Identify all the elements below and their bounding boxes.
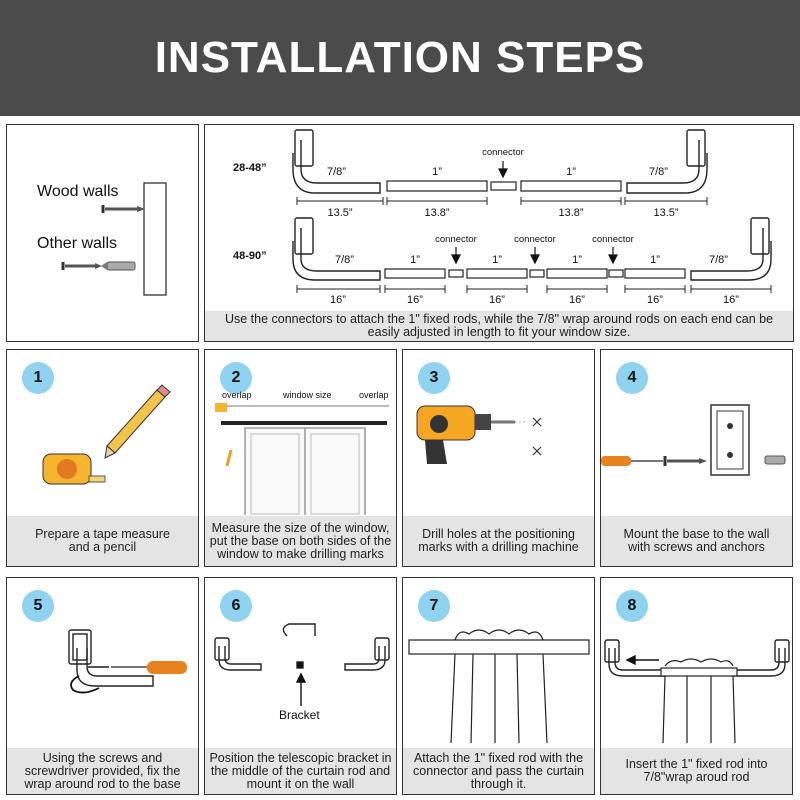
row2-fixed-rod-2 (467, 269, 527, 278)
step-3-badge: 3 (418, 362, 450, 394)
step-8-caption: Insert the 1" fixed rod into 7/8"wrap aroud rod (601, 748, 792, 794)
row1-fixed-size-right: 1” (566, 166, 576, 178)
row1-len-fixed-right: 13.8” (558, 207, 584, 219)
insert-rod-illustration (601, 578, 793, 743)
rod-diagram-panel (204, 124, 794, 342)
step-1-caption: Prepare a tape measure and a pencil (7, 516, 198, 566)
drill-mark-icon (533, 418, 541, 455)
row2-connector-label-2: connector (514, 234, 556, 245)
row1-connector-label: connector (482, 147, 524, 158)
mount-base-illustration (601, 350, 793, 510)
row2-fixed-rod-1 (385, 269, 445, 278)
row2-wrap-size-left: 7/8” (335, 254, 354, 266)
left-rod-icon (215, 638, 261, 670)
drill-illustration (403, 350, 595, 510)
pencil-icon (105, 385, 170, 458)
row2-fixed-size-4: 1” (650, 254, 660, 266)
right-bracket-icon (627, 130, 707, 193)
row2-left-bracket-icon (293, 218, 380, 280)
row2-fixed-size-1: 1” (410, 254, 420, 266)
step-8-badge: 8 (616, 590, 648, 622)
screwdriver-icon (111, 661, 187, 674)
mounting-plate-icon (711, 405, 749, 475)
row1-connector (491, 182, 516, 190)
pencil-icon (227, 450, 231, 466)
row2-fixed-rod-3 (547, 269, 607, 278)
row1-wrap-size-right: 7/8” (649, 166, 668, 178)
row2-connector-label-1: connector (435, 234, 477, 245)
right-wrap-rod-icon (733, 640, 789, 676)
row2-len-5: 16” (647, 294, 663, 306)
rod-diagram (205, 125, 794, 342)
row1-fixed-size-left: 1” (432, 166, 442, 178)
step-5-badge: 5 (22, 590, 54, 622)
tape-measure-icon (43, 454, 105, 484)
row2-range-label: 48-90” (233, 250, 267, 262)
step-2-caption: Measure the size of the window, put the base on both sides of the window to make drilling marks (205, 516, 396, 566)
row2-len-1: 16” (330, 294, 346, 306)
row2-len-6: 16” (723, 294, 739, 306)
window-measure-illustration (205, 350, 397, 515)
fix-wrap-rod-illustration (7, 578, 199, 743)
step-1-card (6, 349, 199, 567)
step-4-card (600, 349, 793, 567)
row1-connector-arrow (499, 161, 507, 177)
row2-len-2: 16” (407, 294, 423, 306)
row2-fixed-size-3: 1” (572, 254, 582, 266)
walls-illustration (7, 125, 199, 342)
curtain-rod (409, 640, 589, 654)
wood-screw-icon (103, 205, 145, 213)
header-banner (0, 0, 800, 116)
step-3-card (402, 349, 595, 567)
left-arrow-icon (627, 656, 659, 664)
row1-len-fixed-left: 13.8” (424, 207, 450, 219)
drill-icon (417, 406, 515, 464)
step-7-card (402, 577, 595, 795)
row1-len-wrap-left: 13.5” (327, 207, 353, 219)
row2-connector-2 (530, 270, 544, 277)
row1-dimension-lines (297, 197, 707, 205)
step-3-caption: Drill holes at the positioning marks with a drilling machine (403, 516, 594, 566)
row1-wrap-size-left: 7/8” (327, 166, 346, 178)
up-arrow-icon (297, 674, 305, 706)
step-5-caption: Using the screws and screwdriver provided, fix the wrap around rod to the base (7, 748, 198, 794)
row1-fixed-rod-left (387, 181, 487, 191)
row2-right-bracket-icon (691, 218, 771, 280)
diagram-note: Use the connectors to attach the 1" fixed rods, while the 7/8" wrap around rods on each end can be easily adjusted in length to fit your window size. (205, 311, 793, 341)
curtain-rod-illustration (403, 578, 595, 743)
row2-len-4: 16” (569, 294, 585, 306)
step-8-card (600, 577, 793, 795)
tape-pencil-illustration (7, 350, 199, 510)
fixed-rod (661, 668, 737, 676)
page-title: INSTALLATION STEPS (154, 33, 646, 82)
screw-icon (665, 456, 707, 466)
step-7-badge: 7 (418, 590, 450, 622)
row2-connector-1 (449, 270, 463, 277)
row2-dimension-lines (297, 285, 771, 293)
step-7-caption: Attach the 1" fixed rod with the connector and pass the curtain through it. (403, 748, 594, 794)
bracket-label: Bracket (279, 708, 320, 722)
walls-panel (6, 124, 199, 342)
step-2-badge: 2 (220, 362, 252, 394)
rod-line (221, 421, 387, 425)
step-6-badge: 6 (220, 590, 252, 622)
overlap-label-left: overlap (222, 390, 252, 400)
row1-range-label: 28-48” (233, 162, 267, 174)
screwdriver-icon (601, 456, 663, 466)
step-6-caption: Position the telescopic bracket in the middle of the curtain rod and mount it on the wall (205, 748, 396, 794)
overlap-label-right: overlap (359, 390, 389, 400)
row2-len-3: 16” (489, 294, 505, 306)
row1-len-wrap-right: 13.5” (653, 207, 679, 219)
step-2-card (204, 349, 397, 567)
anchor-screw-icon (63, 262, 135, 270)
wall-block (144, 183, 166, 295)
wood-walls-label: Wood walls (37, 183, 119, 200)
row2-connector-3 (609, 270, 623, 277)
step-1-badge: 1 (22, 362, 54, 394)
step-4-badge: 4 (616, 362, 648, 394)
row2-fixed-rod-4 (625, 269, 685, 278)
telescopic-bracket-icon (283, 624, 315, 668)
tape-icon (215, 403, 227, 412)
row2-connector-arrows (452, 247, 617, 263)
row2-wrap-size-right: 7/8” (709, 254, 728, 266)
window-size-label: window size (283, 390, 332, 400)
row1-fixed-rod-right (521, 181, 621, 191)
row2-connector-label-3: connector (592, 234, 634, 245)
row2-fixed-size-2: 1” (492, 254, 502, 266)
anchor-icon (765, 456, 785, 464)
step-5-card (6, 577, 199, 795)
step-4-caption: Mount the base to the wall with screws and anchors (601, 516, 792, 566)
left-bracket-icon (293, 130, 380, 193)
other-walls-label: Other walls (37, 235, 118, 252)
right-rod-icon (345, 638, 389, 670)
step-6-card (204, 577, 397, 795)
